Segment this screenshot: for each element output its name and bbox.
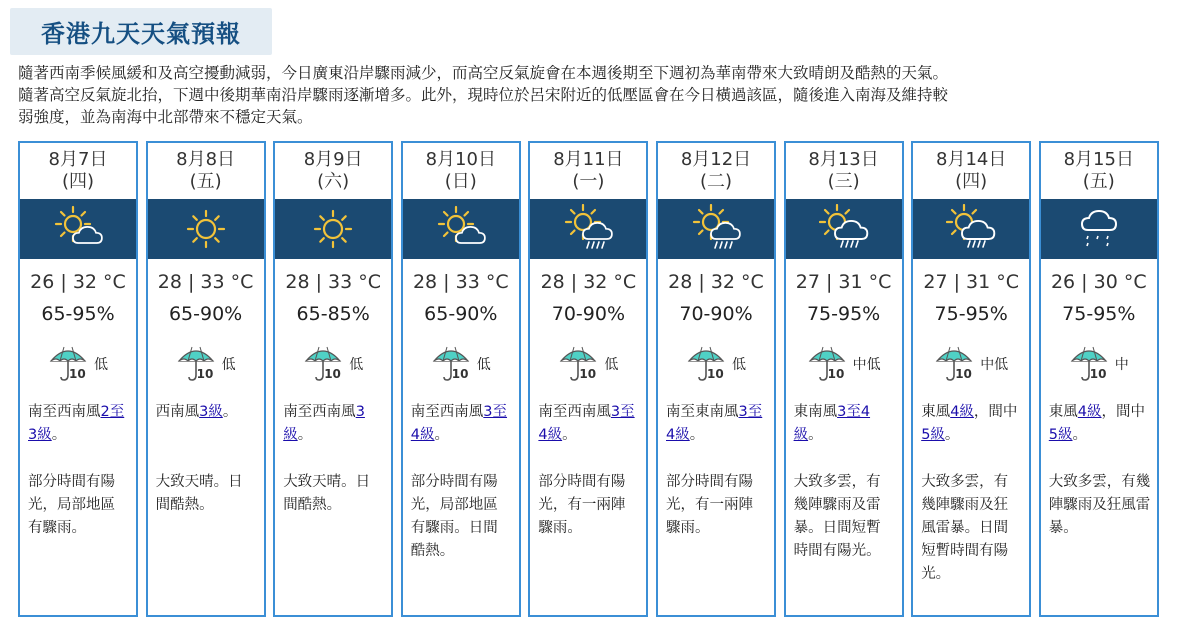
psr-number: 10 (827, 367, 845, 381)
humidity-range: 75-95% (806, 303, 881, 325)
forecast-date: 8月12日 (680, 149, 752, 170)
temperature-range: 27 | 31 °C (923, 271, 1019, 293)
summary-line: 隨著西南季候風緩和及高空擾動減弱，今日廣東沿岸驟雨減少，而高空反氣旋會在本週後期至下週初為華南帶來大致晴朗及酷熱的天氣。 (18, 64, 949, 82)
psr-label: 中低 (852, 357, 881, 373)
psr-icon-wrap (686, 343, 726, 385)
temperature-range: 26 | 30 °C (1050, 271, 1147, 293)
wind-text: ，間中 (1101, 404, 1146, 420)
wind-forecast (921, 401, 1023, 447)
rain-probability (275, 343, 391, 385)
wind-text: 南至西南風 (283, 404, 356, 420)
forecast-day-card (273, 141, 393, 617)
weather-desc-line: 光，有一兩陣 (538, 497, 626, 513)
weather-icon-band (275, 199, 391, 259)
temperature-range: 28 | 32 °C (540, 271, 637, 293)
wind-force-link[interactable]: 4級 (950, 404, 974, 420)
wind-force-link[interactable]: 4級 (666, 427, 690, 443)
weather-desc-line: 光。 (921, 566, 951, 582)
psr-icon-wrap (48, 343, 88, 385)
forecast-weekday: (二) (699, 171, 733, 192)
forecast-date: 8月7日 (48, 149, 108, 170)
sun-cloud-rain-icon (819, 204, 869, 254)
psr-number: 10 (69, 367, 86, 381)
weather-icon-band (530, 199, 646, 259)
weather-desc-line: 驟雨。 (666, 520, 710, 536)
weather-desc-line: 間酷熱。 (283, 497, 342, 513)
wind-text: 西南風 (155, 404, 200, 420)
forecast-weekday: (四) (61, 171, 95, 192)
forecast-weekday: (一) (572, 171, 605, 192)
rain-probability (20, 343, 136, 385)
weather-description (794, 471, 896, 563)
forecast-date: 8月9日 (303, 149, 363, 170)
wind-force-link[interactable]: 3 (355, 404, 365, 420)
weather-desc-line: 光，局部地區 (28, 497, 115, 513)
psr-number: 10 (196, 367, 214, 381)
psr-icon-wrap (176, 343, 216, 385)
psr-label: 低 (221, 357, 236, 373)
forecast-weekday: (三) (827, 171, 860, 192)
rain-probability (1041, 343, 1157, 385)
summary-line: 弱強度，並為南海中北部帶來不穩定天氣。 (18, 108, 313, 126)
wind-force-link[interactable]: 級 (283, 427, 298, 443)
sunny-showers-icon (691, 204, 741, 254)
sunny-periods-cloud-icon (436, 204, 486, 254)
weather-desc-line: 暴。 (1048, 520, 1078, 536)
wind-text: 。 (689, 427, 705, 443)
wind-force-link[interactable]: 3至 (610, 404, 635, 420)
sunny-showers-icon (563, 204, 613, 254)
wind-text: 。 (434, 427, 450, 443)
wind-text: 。 (222, 404, 238, 420)
wind-text: 南至西南風 (28, 404, 101, 420)
weather-desc-line: 間酷熱。 (155, 497, 214, 513)
rain-probability (786, 343, 902, 385)
wind-forecast (666, 401, 768, 447)
wind-forecast (283, 401, 385, 447)
wind-forecast (538, 401, 640, 447)
weather-description (156, 471, 258, 517)
forecast-date: 8月11日 (553, 149, 624, 170)
temperature-range: 28 | 32 °C (668, 271, 764, 293)
psr-icon-wrap (558, 343, 598, 385)
wind-text: 東南風 (793, 404, 838, 420)
sunny-periods-cloud-icon (53, 204, 103, 254)
weather-icon-band (1041, 199, 1157, 259)
forecast-weekday: (日) (444, 171, 477, 192)
rain-probability (148, 343, 264, 385)
wind-forecast (794, 401, 896, 447)
psr-number: 10 (579, 367, 597, 381)
psr-label: 中 (1114, 357, 1129, 373)
weather-desc-line: 大致天晴。日 (155, 474, 243, 490)
psr-label: 低 (349, 357, 364, 373)
weather-icon-band (403, 199, 519, 259)
humidity-range: 65-85% (296, 303, 370, 325)
weather-icon-band (658, 199, 774, 259)
forecast-summary (18, 62, 1178, 128)
rain-probability (530, 343, 646, 385)
weather-desc-line: 幾陣驟雨及雷 (793, 497, 881, 513)
temperature-range: 26 | 32 °C (30, 271, 126, 293)
forecast-date: 8月15日 (1063, 149, 1134, 170)
wind-force-link[interactable]: 級 (793, 427, 809, 443)
humidity-range: 65-90% (168, 303, 243, 325)
wind-force-link[interactable]: 3級 (28, 427, 52, 443)
wind-text: 。 (297, 427, 313, 443)
weather-desc-line: 短暫時間有陽 (921, 543, 1009, 559)
cloud-showers-icon (1074, 204, 1124, 254)
weather-description (283, 471, 385, 517)
forecast-date: 8月10日 (425, 149, 496, 170)
wind-text: 。 (808, 427, 823, 443)
weather-desc-line: 有驟雨。 (28, 520, 86, 536)
psr-number: 10 (1089, 367, 1107, 381)
wind-force-link[interactable]: 3至 (483, 404, 508, 420)
forecast-date: 8月8日 (176, 149, 236, 170)
weather-desc-line: 光，有一兩陣 (666, 497, 753, 513)
wind-text: 南至東南風 (666, 404, 739, 420)
weather-description (921, 471, 1023, 586)
wind-force-link[interactable]: 4級 (410, 427, 435, 443)
page-title: 香港九天天氣預報 (41, 20, 241, 48)
forecast-weekday: (五) (1082, 171, 1115, 192)
wind-forecast (28, 401, 130, 447)
weather-desc-line: 部分時間有陽 (410, 474, 498, 490)
sunny-icon (181, 204, 231, 254)
weather-desc-line: 幾陣驟雨及狂 (921, 497, 1009, 513)
psr-label: 低 (732, 357, 746, 373)
weather-desc-line: 部分時間有陽 (28, 474, 115, 490)
wind-text: 東風 (921, 404, 951, 420)
wind-forecast (411, 401, 513, 447)
wind-force-link[interactable]: 5 (1048, 427, 1059, 443)
weather-description (538, 471, 640, 540)
weather-desc-line: 大致多雲，有幾 (1048, 474, 1151, 490)
forecast-day-card (401, 141, 521, 617)
forecast-day-card (146, 141, 266, 617)
wind-text: ，間中 (973, 404, 1018, 420)
psr-number: 10 (451, 367, 469, 381)
rain-probability (658, 343, 774, 385)
weather-desc-line: 暴。日間短暫 (793, 520, 881, 536)
humidity-range: 75-95% (1062, 303, 1136, 325)
sun-cloud-rain-icon (946, 204, 996, 254)
weather-description (666, 471, 768, 540)
weather-desc-line: 陣驟雨及狂風雷 (1048, 497, 1151, 513)
wind-text: 東風 (1048, 404, 1078, 420)
wind-text: 。 (1072, 427, 1088, 443)
wind-text: 南至西南風 (538, 404, 611, 420)
weather-description (411, 471, 513, 563)
weather-desc-line: 酷熱。 (410, 543, 455, 559)
wind-force-link[interactable]: 3至 (738, 404, 763, 420)
psr-label: 中低 (980, 357, 1009, 373)
wind-force-link[interactable]: 2至 (100, 404, 125, 420)
forecast-weekday: (六) (317, 171, 350, 192)
humidity-range: 70-90% (551, 303, 626, 325)
forecast-date: 8月13日 (808, 149, 879, 170)
psr-icon-wrap (1069, 343, 1109, 385)
psr-number: 10 (955, 367, 972, 381)
wind-text: 。 (51, 427, 67, 443)
psr-icon-wrap (303, 343, 343, 385)
weather-desc-line: 部分時間有陽 (538, 474, 626, 490)
psr-icon-wrap (807, 343, 847, 385)
psr-number: 10 (707, 367, 724, 381)
weather-icon-band (148, 199, 264, 259)
weather-desc-line: 驟雨。 (538, 520, 582, 536)
forecast-weekday: (五) (189, 171, 222, 192)
weather-desc-line: 大致天晴。日 (283, 474, 371, 490)
weather-desc-line: 大致多雲，有 (921, 474, 1009, 490)
forecast-day-card (656, 141, 776, 617)
weather-icon-band (913, 199, 1029, 259)
weather-desc-line: 時間有陽光。 (793, 543, 881, 559)
forecast-day-card (911, 141, 1031, 617)
wind-force-link[interactable]: 5級 (921, 427, 945, 443)
humidity-range: 70-90% (679, 303, 753, 325)
wind-forecast (1049, 401, 1151, 447)
rain-probability (913, 343, 1029, 385)
psr-label: 低 (604, 357, 619, 373)
weather-desc-line: 部分時間有陽 (666, 474, 753, 490)
psr-label: 低 (94, 357, 108, 373)
forecast-date: 8月14日 (936, 149, 1007, 170)
weather-desc-line: 大致多雲，有 (793, 474, 881, 490)
weather-desc-line: 有驟雨。日間 (410, 520, 498, 536)
wind-force-link[interactable]: 級 (1058, 427, 1073, 443)
wind-force-link[interactable]: 4級 (538, 427, 563, 443)
temperature-range: 28 | 33 °C (412, 271, 509, 293)
psr-icon-wrap (934, 343, 974, 385)
wind-text: 。 (944, 427, 960, 443)
rain-probability (403, 343, 519, 385)
weather-description (28, 471, 130, 540)
wind-force-link[interactable]: 3至4 (837, 404, 871, 420)
weather-icon-band (786, 199, 902, 259)
humidity-range: 65-90% (424, 303, 498, 325)
wind-force-link[interactable]: 4級 (1077, 404, 1102, 420)
weather-desc-line: 風雷暴。日間 (921, 520, 1009, 536)
page-title-box (10, 8, 272, 55)
wind-text: 南至西南風 (410, 404, 484, 420)
forecast-weekday: (四) (955, 171, 988, 192)
forecast-day-card (18, 141, 138, 617)
weather-description (1049, 471, 1151, 540)
temperature-range: 27 | 31 °C (795, 271, 892, 293)
psr-number: 10 (324, 367, 341, 381)
psr-label: 低 (476, 357, 491, 373)
sunny-icon (308, 204, 358, 254)
temperature-range: 28 | 33 °C (157, 271, 254, 293)
forecast-day-card (528, 141, 648, 617)
forecast-day-card (1039, 141, 1159, 617)
psr-icon-wrap (431, 343, 471, 385)
weather-desc-line: 光，局部地區 (410, 497, 498, 513)
wind-text: 。 (562, 427, 577, 443)
forecast-day-card (784, 141, 904, 617)
wind-force-link[interactable]: 3級 (199, 404, 223, 420)
temperature-range: 28 | 33 °C (285, 271, 381, 293)
humidity-range: 65-95% (41, 303, 115, 325)
humidity-range: 75-95% (934, 303, 1008, 325)
wind-forecast (156, 401, 258, 424)
summary-line: 隨著高空反氣旋北抬，下週中後期華南沿岸驟雨逐漸增多。此外，現時位於呂宋附近的低壓區會在今日橫過該區，隨後進入南海及維持較 (18, 86, 949, 104)
weather-icon-band (20, 199, 136, 259)
